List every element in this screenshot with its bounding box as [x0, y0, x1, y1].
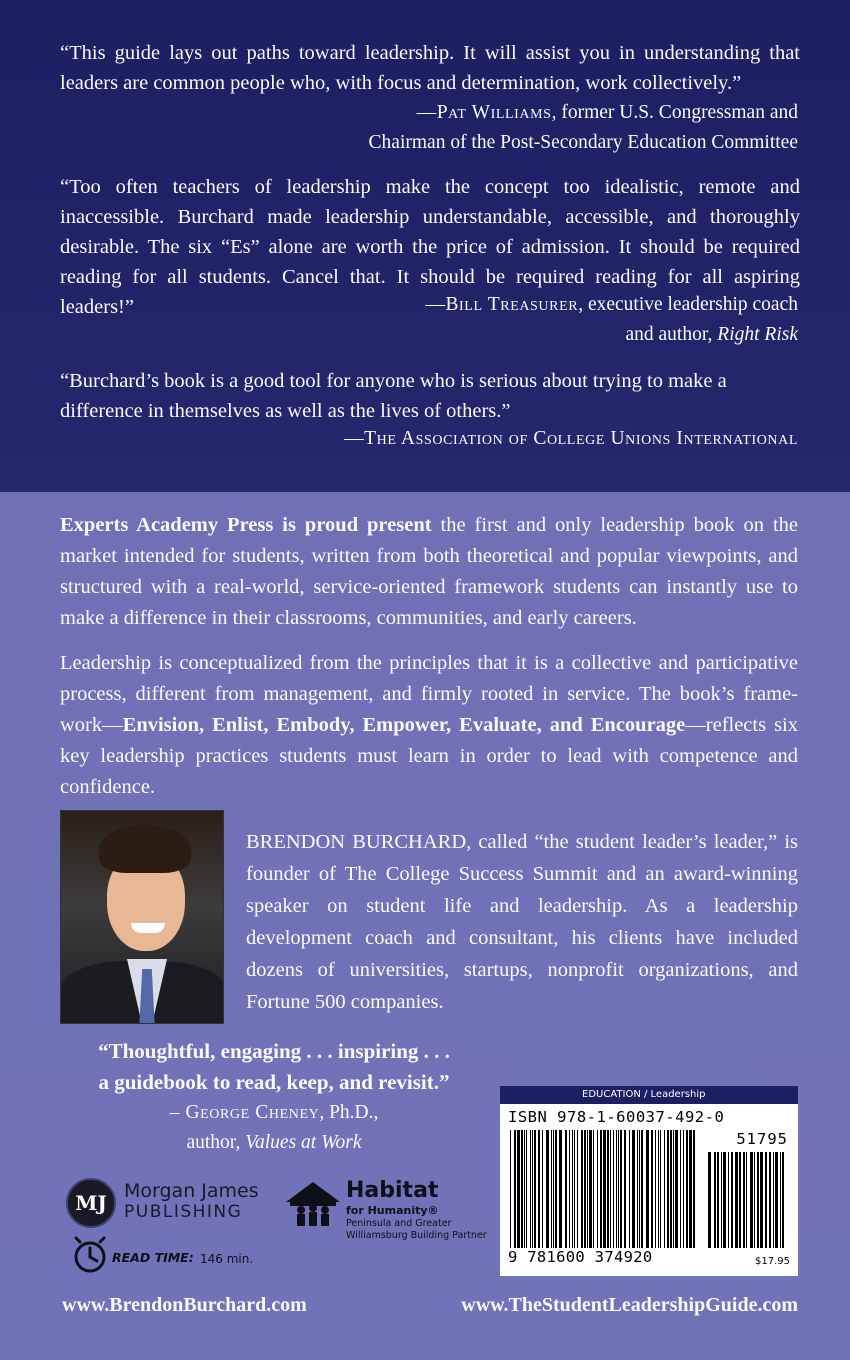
book-website-link[interactable]: www.TheStudentLeadershipGuide.com: [461, 1294, 798, 1316]
barcode-bar: [610, 1130, 611, 1248]
barcode-bar: [769, 1152, 771, 1248]
barcode-bar: [577, 1130, 578, 1248]
isbn-text: ISBN 978-1-60037-492-0: [508, 1108, 725, 1126]
attribution-degree: , Ph.D.,: [319, 1102, 379, 1123]
barcode-bar: [618, 1130, 619, 1248]
attribution-role-line2: and author,: [625, 324, 718, 345]
barcode-bar: [673, 1130, 674, 1248]
barcode-bar: [534, 1130, 536, 1248]
barcode-bar: [607, 1130, 609, 1248]
barcode-bar: [750, 1152, 753, 1248]
attribution-role-line2: Chairman of the Post-Secondary Education Committee: [368, 132, 798, 153]
book-title: Values at Work: [245, 1132, 362, 1153]
blurb-line-1: “Thoughtful, engaging . . . inspiring . . .: [98, 1039, 450, 1063]
featured-blurb: [60, 1036, 488, 1158]
barcode-bar: [670, 1130, 672, 1248]
price: $17.95: [755, 1256, 790, 1267]
publisher-monogram: MJ: [66, 1178, 116, 1228]
barcode-bar: [723, 1152, 726, 1248]
barcode-bar: [686, 1130, 688, 1248]
habitat-partner-line2: Williamsburg Building Partner: [346, 1230, 487, 1241]
barcode-bar: [584, 1130, 586, 1248]
barcode-bar: [616, 1130, 617, 1248]
barcode-bar: [517, 1130, 520, 1248]
attribution-name: —The Association of College Unions International: [344, 428, 798, 449]
author-photo: [60, 810, 224, 1024]
endorsement-quote-3: “Burchard’s book is a good tool for anyone who is serious about trying to make a difference in themselves as well as the lives of others.”: [60, 370, 727, 422]
barcode-bar: [717, 1152, 719, 1248]
barcode-bar: [629, 1130, 630, 1248]
habitat-subtitle: for Humanity®: [346, 1204, 439, 1217]
barcode-bar: [581, 1130, 583, 1248]
barcode-bar: [743, 1152, 745, 1248]
attribution-name: —Bill Treasurer: [425, 294, 579, 315]
barcode-bar: [603, 1130, 606, 1248]
barcode-bar: [675, 1130, 678, 1248]
barcode-bar: [559, 1130, 562, 1248]
book-title: Right Risk: [717, 324, 798, 345]
barcode-bar: [721, 1152, 722, 1248]
barcode-bar: [597, 1130, 598, 1248]
barcode-bar: [530, 1130, 531, 1248]
endorsement-quote-2: “Too often teachers of leadership make the concept too idealistic, remote and inaccessible. Burchard made leadership understandable, accessible, and thoroughly desirable. The six “Es” alone are worth the price of admission. It should be required reading for all students. Cancel that. It should be required reading for all aspiring leaders!”: [60, 176, 800, 318]
attribution-role: , executive leadership coach: [578, 294, 798, 315]
barcode-bar: [746, 1152, 747, 1248]
description-paragraph-2: [60, 648, 798, 803]
barcode-bar: [514, 1130, 516, 1248]
barcode-bar: [538, 1130, 540, 1248]
barcode-bar: [689, 1130, 692, 1248]
barcode-bar: [521, 1130, 523, 1248]
barcode-bar: [765, 1152, 767, 1248]
barcode-bar: [600, 1130, 602, 1248]
endorsement-quote-1: “This guide lays out paths toward leadership. It will assist you in understanding that leaders are common people who, with focus and determination, work collectively.”: [60, 42, 800, 94]
description-text: Leadership is conceptualized from the principles that it is a collective and participative process, different from management, and firmly rooted in service. The book’s frame-work—: [60, 652, 798, 736]
barcode-bar: [731, 1152, 733, 1248]
description-paragraph-1: [60, 510, 798, 634]
barcode-bar: [664, 1130, 665, 1248]
isbn-barcode-box: [500, 1086, 798, 1276]
barcode-bar: [683, 1130, 684, 1248]
barcode-bar: [589, 1130, 592, 1248]
endorsement-attribution-2: [425, 290, 798, 350]
barcode-bar: [714, 1152, 716, 1248]
barcode-bar: [651, 1130, 653, 1248]
barcode-bar: [593, 1130, 594, 1248]
barcode-bar: [569, 1130, 570, 1248]
barcode-bar: [546, 1130, 549, 1248]
attribution-role: author,: [186, 1132, 246, 1153]
barcode-bar: [754, 1152, 755, 1248]
attribution-role: , former U.S. Congressman and: [551, 102, 798, 123]
publisher-name: Morgan James: [124, 1180, 259, 1202]
barcode-bar: [565, 1130, 567, 1248]
clock-icon: [72, 1236, 108, 1274]
barcode-bar: [639, 1130, 640, 1248]
endorsement-attribution-1: [369, 98, 798, 158]
barcode-bar: [555, 1130, 557, 1248]
barcode-bar: [739, 1152, 741, 1248]
barcode-bar: [632, 1130, 635, 1248]
barcode-bar: [693, 1130, 695, 1248]
barcode-supplement: [706, 1152, 790, 1248]
house-people-icon: [284, 1180, 342, 1226]
barcode-bar: [760, 1152, 763, 1248]
attribution-name: – George Cheney: [169, 1102, 320, 1123]
barcode-bar: [551, 1130, 552, 1248]
habitat-title: Habitat: [346, 1178, 439, 1203]
barcode-bar: [728, 1152, 729, 1248]
barcode-bar: [782, 1152, 784, 1248]
barcode-bar: [524, 1130, 525, 1248]
barcode-bar: [572, 1130, 573, 1248]
description-text: the first and only leadership book on the market intended for students, written from both theoretical and popular viewpoints, and structured with a real-world, service-oriented framework students can instantly use to make a difference in their classrooms, communities, and early careers.: [60, 514, 798, 629]
price-supplement-code: 51795: [736, 1130, 788, 1148]
barcode-bar: [660, 1130, 661, 1248]
blurb-attribution-line2: [60, 1128, 488, 1158]
bisac-category: EDUCATION / Leadership: [500, 1086, 798, 1104]
barcode-bar: [613, 1130, 614, 1248]
barcode-bar: [526, 1130, 527, 1248]
author-website-link[interactable]: www.BrendonBurchard.com: [62, 1294, 307, 1316]
barcode-bar: [655, 1130, 656, 1248]
barcode-bar: [775, 1152, 778, 1248]
blurb-attribution: [60, 1098, 488, 1128]
read-time-value: 146 min.: [200, 1252, 254, 1266]
six-es-list: Envision, Enlist, Embody, Empower, Evaluate, and Encourage: [122, 714, 686, 736]
barcode-bar: [757, 1152, 759, 1248]
barcode-bar: [646, 1130, 649, 1248]
barcode-bar: [532, 1130, 533, 1248]
barcode-bar: [510, 1130, 511, 1248]
attribution-name: —Pat Williams: [416, 102, 552, 123]
barcode-bar: [637, 1130, 638, 1248]
barcode: [508, 1130, 698, 1248]
barcode-bar: [708, 1152, 711, 1248]
read-time-label: READ TIME:: [112, 1250, 194, 1265]
author-bio: BRENDON BURCHARD, called “the student leader’s leader,” is founder of The College Success Summit and an award-winning speaker on student life and leadership. As a leadership development coach and consultant, his clients have included dozens of universities, startups, nonprofit organizations, and Fortune 500 companies.: [246, 831, 798, 1013]
publisher-sub: PUBLISHING: [124, 1202, 243, 1222]
barcode-number: 9 781600 374920: [508, 1248, 653, 1266]
description-text: —reflects six key leadership practices students must learn in order to lead with competence and confidence.: [60, 714, 798, 798]
barcode-bar: [641, 1130, 643, 1248]
barcode-bar: [624, 1130, 626, 1248]
barcode-bar: [680, 1130, 681, 1248]
endorsement-attribution-3: [344, 424, 798, 454]
barcode-bar: [542, 1130, 543, 1248]
publisher-statement: Experts Academy Press is proud present: [60, 514, 432, 536]
barcode-bar: [620, 1130, 622, 1248]
barcode-bar: [773, 1152, 774, 1248]
barcode-bar: [667, 1130, 669, 1248]
blurb-line-2: a guidebook to read, keep, and revisit.”: [98, 1070, 450, 1094]
barcode-bar: [658, 1130, 659, 1248]
habitat-partner: [346, 1218, 487, 1242]
barcode-bar: [574, 1130, 575, 1248]
barcode-bar: [735, 1152, 738, 1248]
habitat-partner-line1: Peninsula and Greater: [346, 1218, 452, 1229]
barcode-bar: [780, 1152, 781, 1248]
barcode-bar: [553, 1130, 554, 1248]
barcode-bar: [587, 1130, 588, 1248]
